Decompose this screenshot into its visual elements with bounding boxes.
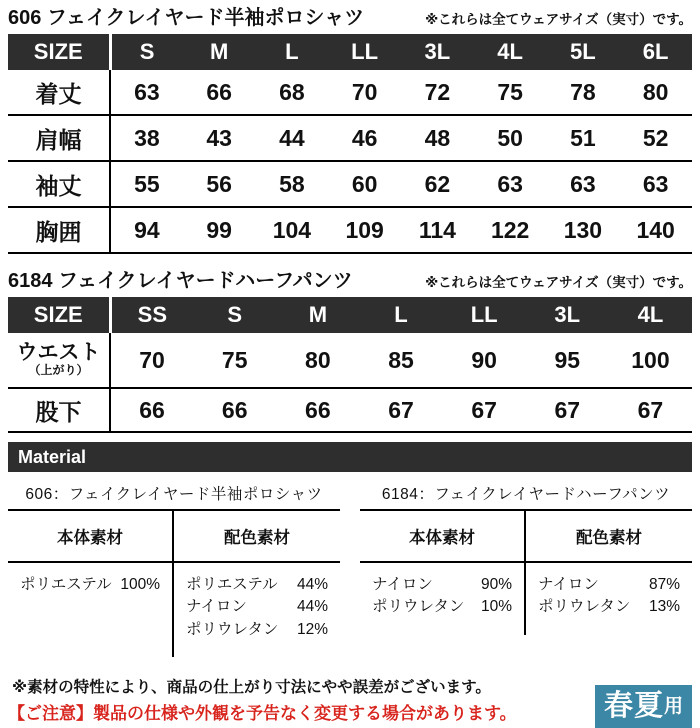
polo-title-row xyxy=(8,6,692,30)
badge-text-small: 用 xyxy=(663,696,683,718)
size-col-header: 5L xyxy=(547,34,620,70)
pants-wear-size-note: ※これらは全てウェアサイズ（実寸）です。 xyxy=(425,275,692,290)
accent-fabric-cell xyxy=(526,563,692,635)
size-value: 78 xyxy=(547,70,620,115)
pants-size-section xyxy=(8,269,692,433)
material-section-header: Material xyxy=(8,442,692,472)
badge-text-large: 春夏 xyxy=(603,690,664,723)
fabric-name: ナイロン xyxy=(372,576,433,593)
size-value: 140 xyxy=(619,207,692,253)
accent-fabric-cell xyxy=(174,563,340,657)
size-value: 99 xyxy=(183,207,256,253)
table-row xyxy=(8,333,692,388)
main-fabric-cell xyxy=(8,563,174,657)
material-table xyxy=(360,509,692,635)
size-value: 56 xyxy=(183,161,256,207)
pants-title-row xyxy=(8,269,692,293)
fabric-percent: 10% xyxy=(480,598,512,616)
fabric-line xyxy=(186,596,328,618)
size-value: 80 xyxy=(276,333,359,388)
accent-fabric-header: 配色素材 xyxy=(174,511,340,563)
fabric-percent: 87% xyxy=(648,576,680,593)
fabric-name: ポリエステル xyxy=(186,576,278,593)
size-value: 50 xyxy=(474,115,547,161)
size-value: 75 xyxy=(193,333,276,388)
size-value: 94 xyxy=(110,207,183,253)
size-value: 67 xyxy=(609,388,692,432)
row-label: 胸囲 xyxy=(8,207,110,253)
size-col-header: LL xyxy=(443,297,526,333)
fabric-percent: 100% xyxy=(120,576,160,593)
pants-section-title: 6184 フェイクレイヤードハーフパンツ xyxy=(8,270,353,292)
pants-size-table xyxy=(8,297,692,433)
material-table xyxy=(8,509,340,657)
size-col-header: 6L xyxy=(619,34,692,70)
size-value: 67 xyxy=(526,388,609,432)
fabric-line xyxy=(538,596,680,618)
table-row xyxy=(8,161,692,207)
accent-fabric-header: 配色素材 xyxy=(526,511,692,563)
size-value: 62 xyxy=(401,161,474,207)
size-header-cell: SIZE xyxy=(8,297,110,333)
table-row xyxy=(8,70,692,115)
size-value: 58 xyxy=(256,161,329,207)
size-value: 67 xyxy=(443,388,526,432)
fabric-percent: 12% xyxy=(296,620,328,638)
material-product-title: 6184：フェイクレイヤードハーフパンツ xyxy=(381,486,671,503)
row-label xyxy=(8,333,110,388)
material-product-6184 xyxy=(360,477,692,657)
size-value: 70 xyxy=(328,70,401,115)
spring-summer-badge xyxy=(595,685,692,728)
pants-header-row xyxy=(8,297,692,333)
size-value: 70 xyxy=(110,333,193,388)
size-value: 130 xyxy=(547,207,620,253)
size-value: 51 xyxy=(547,115,620,161)
size-value: 63 xyxy=(547,161,620,207)
size-header-cell: SIZE xyxy=(8,34,110,70)
caution-note: 【ご注意】製品の仕様や外観を予告なく変更する場合があります。 xyxy=(8,704,517,724)
size-value: 67 xyxy=(359,388,442,432)
size-value: 122 xyxy=(474,207,547,253)
fabric-line xyxy=(372,574,512,596)
size-value: 60 xyxy=(328,161,401,207)
polo-wear-size-note: ※これらは全てウェアサイズ（実寸）です。 xyxy=(425,12,692,27)
material-grid xyxy=(8,477,692,657)
waist-sub-label: （上がり） xyxy=(28,363,89,378)
fabric-name: ポリウレタン xyxy=(372,598,465,616)
size-value: 75 xyxy=(474,70,547,115)
size-col-header: L xyxy=(359,297,442,333)
size-value: 66 xyxy=(183,70,256,115)
size-value: 80 xyxy=(619,70,692,115)
table-row xyxy=(8,207,692,253)
size-col-header: 4L xyxy=(474,34,547,70)
row-label: 股下 xyxy=(8,388,110,432)
size-value: 90 xyxy=(443,333,526,388)
size-col-header: M xyxy=(183,34,256,70)
waist-label: ウエスト xyxy=(16,341,101,365)
size-value: 95 xyxy=(526,333,609,388)
polo-header-row xyxy=(8,34,692,70)
fabric-name: ポリウレタン xyxy=(186,620,279,638)
fabric-name: ナイロン xyxy=(538,576,599,593)
size-col-header: S xyxy=(193,297,276,333)
row-label: 肩幅 xyxy=(8,115,110,161)
fabric-percent: 44% xyxy=(296,598,328,616)
size-value: 48 xyxy=(401,115,474,161)
size-value: 104 xyxy=(256,207,329,253)
fabric-line xyxy=(372,596,512,618)
size-value: 109 xyxy=(328,207,401,253)
size-value: 68 xyxy=(256,70,329,115)
size-value: 66 xyxy=(276,388,359,432)
row-label: 袖丈 xyxy=(8,161,110,207)
fabric-name: ナイロン xyxy=(186,598,247,616)
size-col-header: 3L xyxy=(401,34,474,70)
size-value: 63 xyxy=(110,70,183,115)
fabric-percent: 13% xyxy=(648,598,680,616)
main-fabric-cell xyxy=(360,563,526,635)
size-value: 100 xyxy=(609,333,692,388)
size-col-header: SS xyxy=(110,297,193,333)
size-value: 63 xyxy=(474,161,547,207)
size-value: 43 xyxy=(183,115,256,161)
fabric-line xyxy=(20,574,160,596)
fabric-name: ポリウレタン xyxy=(538,598,631,616)
size-value: 55 xyxy=(110,161,183,207)
size-col-header: 3L xyxy=(526,297,609,333)
size-value: 52 xyxy=(619,115,692,161)
size-col-header: 4L xyxy=(609,297,692,333)
fabric-line xyxy=(186,619,328,641)
main-fabric-header: 本体素材 xyxy=(360,511,526,563)
size-col-header: LL xyxy=(328,34,401,70)
fabric-percent: 44% xyxy=(296,576,328,593)
size-value: 38 xyxy=(110,115,183,161)
size-value: 46 xyxy=(328,115,401,161)
material-product-title: 606：フェイクレイヤード半袖ポロシャツ xyxy=(25,486,323,503)
size-value: 114 xyxy=(401,207,474,253)
section-gap xyxy=(8,254,692,267)
main-fabric-header: 本体素材 xyxy=(8,511,174,563)
footer xyxy=(8,673,692,728)
material-product-606 xyxy=(8,477,340,657)
fabric-line xyxy=(186,574,328,596)
footer-notes xyxy=(8,673,517,728)
size-value: 72 xyxy=(401,70,474,115)
size-value: 66 xyxy=(193,388,276,432)
table-row xyxy=(8,388,692,432)
size-col-header: L xyxy=(256,34,329,70)
size-value: 44 xyxy=(256,115,329,161)
table-row xyxy=(8,115,692,161)
fabric-percent: 90% xyxy=(480,576,512,593)
polo-size-table xyxy=(8,34,692,254)
size-value: 63 xyxy=(619,161,692,207)
size-value: 66 xyxy=(110,388,193,432)
size-value: 85 xyxy=(359,333,442,388)
size-col-header: M xyxy=(276,297,359,333)
fabric-line xyxy=(538,574,680,596)
row-label: 着丈 xyxy=(8,70,110,115)
material-tolerance-note: ※素材の特性により、商品の仕上がり寸法にやや誤差がございます。 xyxy=(12,679,491,697)
polo-size-section xyxy=(8,6,692,254)
material-section xyxy=(8,442,692,657)
size-col-header: S xyxy=(110,34,183,70)
polo-section-title: 606 フェイクレイヤード半袖ポロシャツ xyxy=(8,7,365,29)
fabric-name: ポリエステル xyxy=(20,576,112,593)
